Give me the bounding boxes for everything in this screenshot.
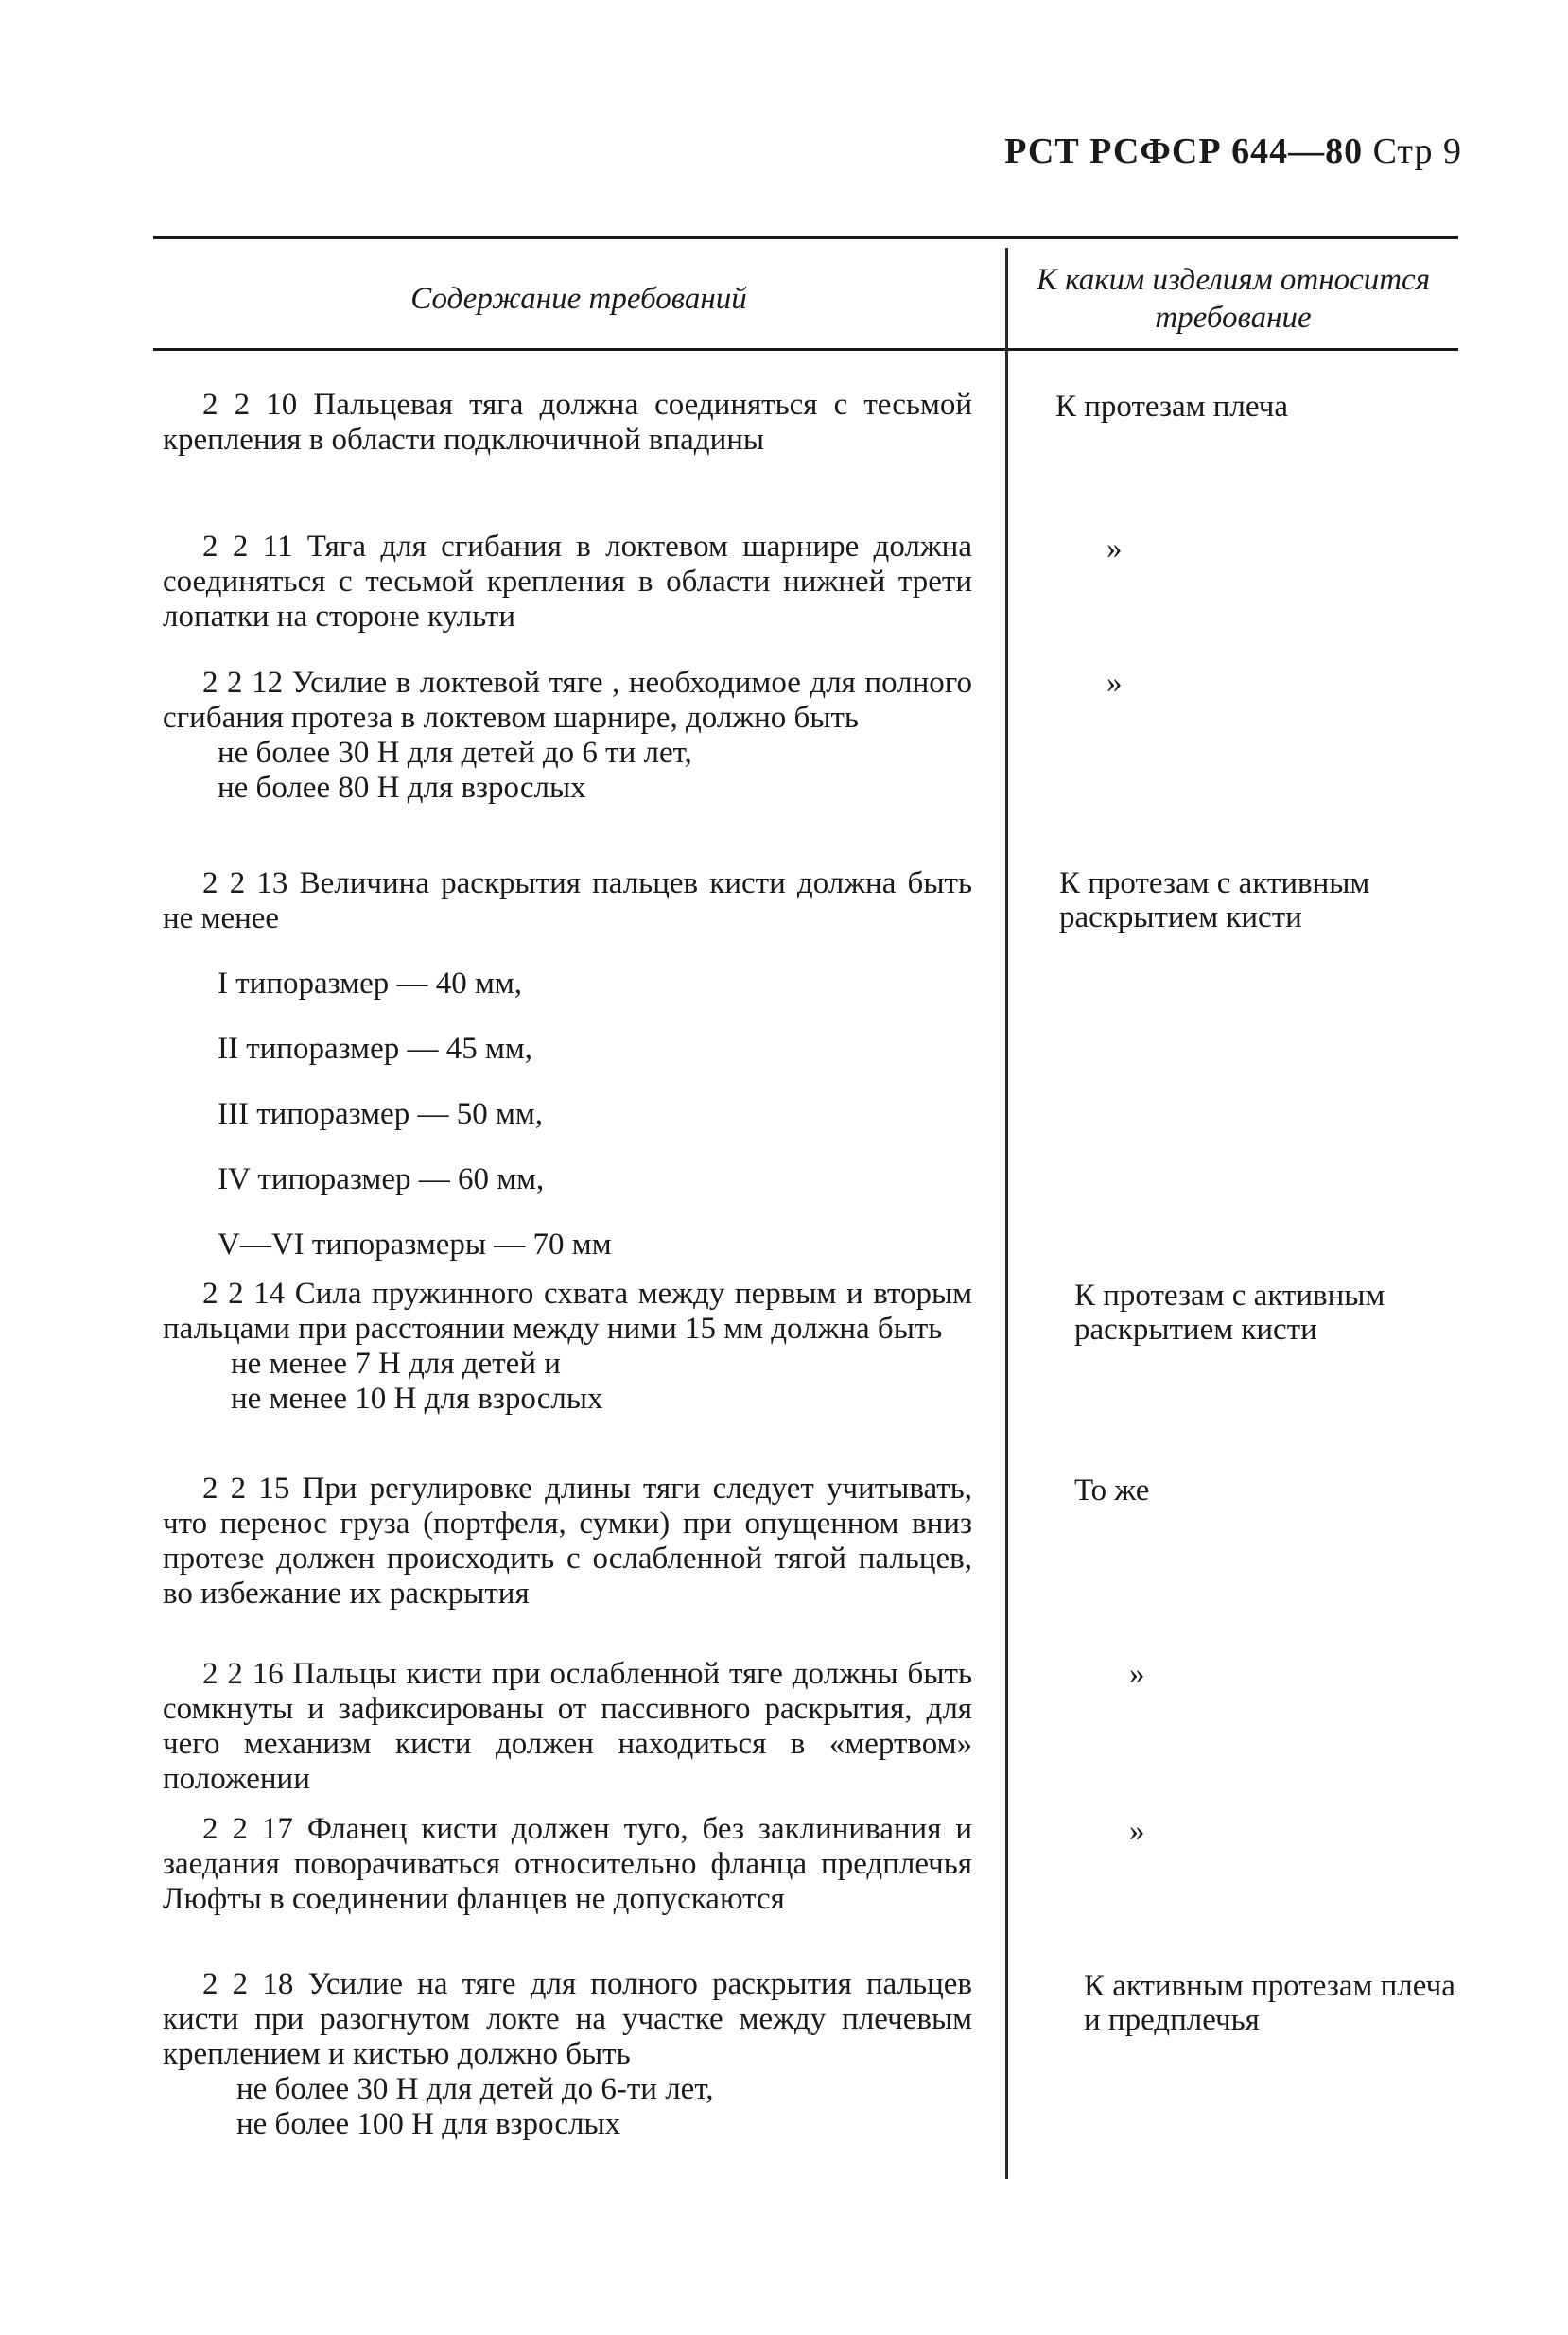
table-top-rule [153, 236, 1458, 239]
applies-to-text: То же [1074, 1473, 1150, 1507]
applies-to-text: К активным протезам плеча и предплечья [1084, 1969, 1455, 2037]
document-code: РСТ РСФСР 644—80 [1004, 131, 1364, 171]
table-header-rule [153, 348, 1458, 351]
requirement-text: 2 2 16 Пальцы кисти при ослабленной тяге должны быть сомкнуты и зафиксированы от пассивного раскрытия, для чего механизм кисти должен находиться в «мертвом» положении [163, 1657, 972, 1796]
requirement-text: 2 2 12 Усилие в локтевой тяге , необходимое для полного сгибания протеза в локтевом шарнире, должно быть не более 30 Н для детей до 6 ти лет, не более 80 Н для взрослых [163, 666, 972, 805]
applies-to-text: » [1106, 531, 1123, 566]
column-divider [1005, 248, 1008, 2179]
applies-to-text: К протезам плеча [1055, 390, 1288, 424]
requirement-text: 2 2 17 Фланец кисти должен туго, без заклинивания и заедания поворачиваться относительно фланца предплечья Люфты в соединении фланцев не допускаются [163, 1812, 972, 1916]
requirement-text: 2 2 18 Усилие на тяге для полного раскрытия пальцев кисти при разогнутом локте на участке между плечевым креплением и кистью должно быть не более 30 Н для детей до 6-ти лет, не более 100 Н для взрослых [163, 1967, 972, 2141]
requirement-text: 2 2 14 Сила пружинного схвата между первым и вторым пальцами при расстоянии между ними 15 мм должна быть не менее 7 Н для детей и не менее 10 Н для взрослых [163, 1277, 972, 1416]
applies-to-text: » [1129, 1657, 1145, 1691]
applies-to-text: К протезам с активным раскрытием кисти [1059, 866, 1370, 934]
applies-to-text: » [1106, 666, 1123, 700]
requirement-text: 2 2 13 Величина раскрытия пальцев кисти должна быть не менее I типоразмер — 40 мм, II типоразмер — 45 мм, III типоразмер — 50 мм, IV типоразмер — 60 мм, V—VI типоразмеры — 70 мм [163, 866, 972, 1262]
requirement-text: 2 2 11 Тяга для сгибания в локтевом шарнире должна соединяться с тесьмой крепления в области нижней трети лопатки на стороне культи [163, 530, 972, 634]
column-header-requirements: Содержание требований [410, 282, 747, 316]
applies-to-text: » [1129, 1814, 1145, 1848]
page-header [1004, 131, 1462, 172]
applies-to-text: К протезам с активным раскрытием кисти [1074, 1279, 1385, 1347]
requirement-text: 2 2 10 Пальцевая тяга должна соединяться с тесьмой крепления в области подключичной впадины [163, 388, 972, 457]
column-header-applies-to: К каким изделиям относится требование [1036, 263, 1431, 335]
requirement-text: 2 2 15 При регулировке длины тяги следует учитывать, что перенос груза (портфеля, сумки) при опущенном вниз протезе должен происходить с ослабленной тягой пальцев, во избежание их раскрытия [163, 1472, 972, 1611]
page-number: Стр 9 [1372, 131, 1462, 171]
